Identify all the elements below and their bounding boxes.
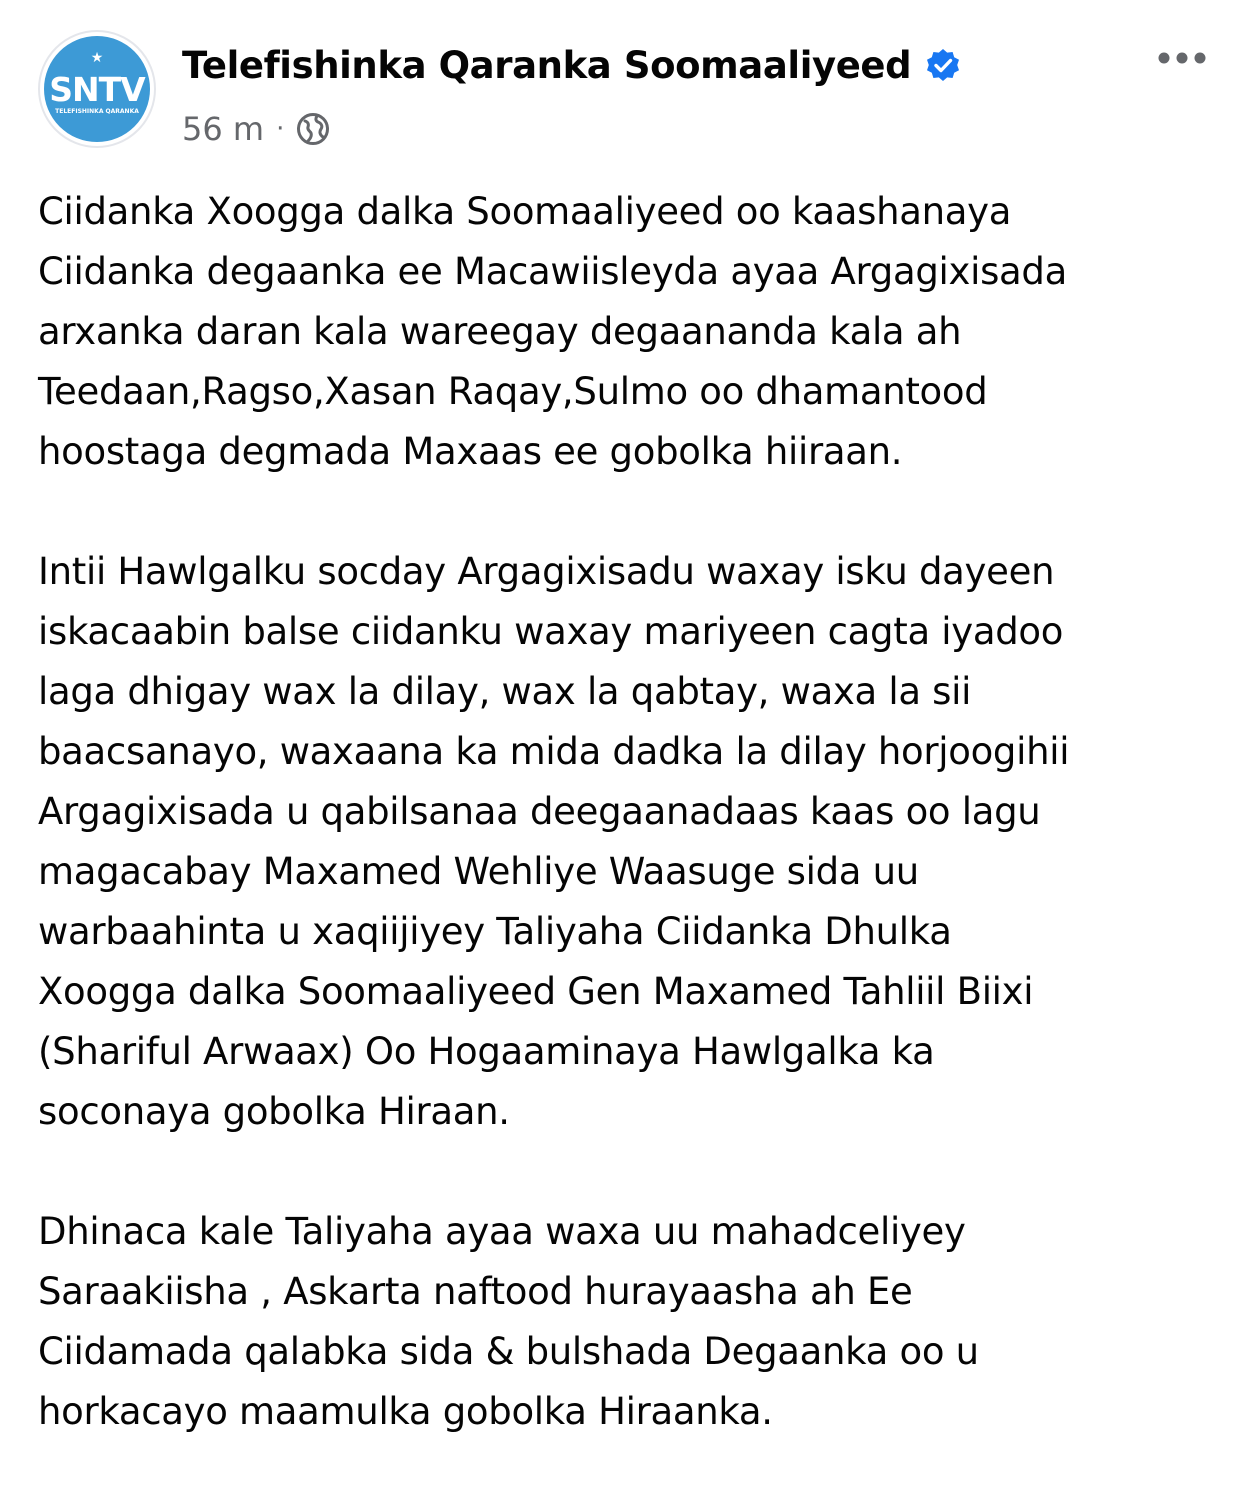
more-horizontal-icon: [1156, 46, 1208, 70]
post-paragraph-1: Ciidanka Xoogga dalka Soomaaliyeed oo kaashanaya Ciidanka degaanka ee Macawiisleyda ayaa Argagixisada arxanka daran kala wareegay degaananda kala ah Teedaan,Ragso,Xasan Raqay,Sulmo oo dhamantood hoostaga degmada Maxaas ee gobolka hiiraan.: [38, 190, 1067, 473]
post-meta: [182, 110, 330, 148]
more-options-button[interactable]: [1156, 46, 1208, 70]
post-header: [0, 0, 1242, 170]
verified-badge-icon: [925, 48, 961, 84]
sntv-logo: [44, 36, 150, 142]
meta-separator: ·: [276, 114, 285, 144]
logo-subtitle: TELEFISHINKA QARANKA: [55, 108, 139, 115]
post-paragraph-3: Dhinaca kale Taliyaha ayaa waxa uu mahadceliyey Saraakiisha , Askarta naftood hurayaasha ah Ee Ciidamada qalabka sida & bulshada Degaanka oo u horkacayo maamulka gobolka Hiraanka.: [38, 1210, 979, 1433]
page-avatar[interactable]: [38, 30, 156, 148]
star-icon: ★: [90, 49, 104, 65]
page-name-row: [182, 44, 961, 87]
logo-mark: SNTV: [49, 70, 145, 109]
post-paragraph-2: Intii Hawlgalku socday Argagixisadu waxay isku dayeen iskacaabin balse ciidanku waxay mariyeen cagta iyadoo laga dhigay wax la dilay, wax la qabtay, waxa la sii baacsanayo, waxaana ka mida dadka la dilay horjoogihii Argagixisada u qabilsanaa deegaanadaas kaas oo lagu magacabay Maxamed Wehliye Waasuge sida uu warbaahinta u xaqiijiyey Taliyaha Ciidanka Dhulka Xoogga dalka Soomaaliyeed Gen Maxamed Tahliil Biixi (Shariful Arwaax) Oo Hogaaminaya Hawlgalka ka soconaya gobolka Hiraan.: [38, 550, 1070, 1133]
page-name-link[interactable]: Telefishinka Qaranka Soomaaliyeed: [182, 44, 912, 87]
globe-icon[interactable]: [296, 112, 330, 146]
post-timestamp[interactable]: 56 m: [182, 110, 265, 148]
post-body: [38, 182, 1208, 1502]
